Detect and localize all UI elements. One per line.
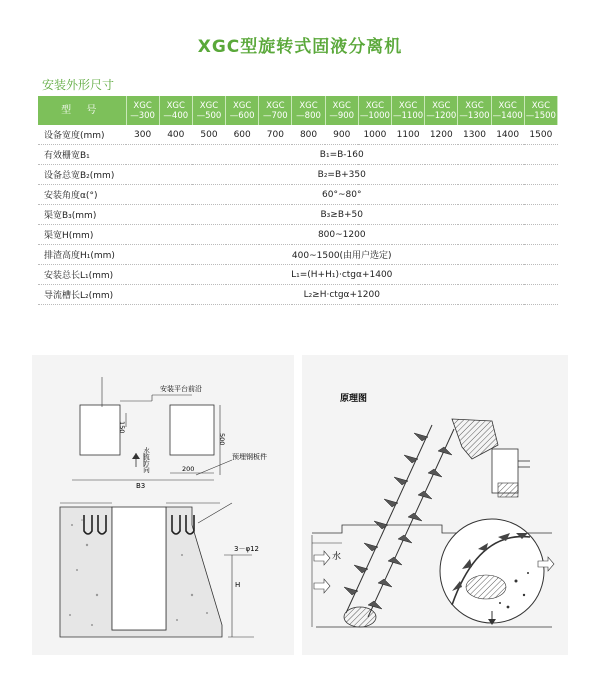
row-label: 渠宽B₃(mm) (38, 205, 126, 225)
width-value-cell: 800 (292, 125, 325, 145)
model-size: —800 (296, 110, 321, 121)
section-subtitle: 安装外形尺寸 (42, 78, 115, 92)
width-value-cell: 900 (325, 125, 358, 145)
model-series: XGC (266, 100, 285, 111)
model-series: XGC (531, 100, 551, 111)
installation-diagram (32, 355, 294, 655)
model-header-cell (325, 96, 358, 125)
model-size: —1400 (492, 110, 523, 121)
row-value: 800~1200 (126, 225, 558, 245)
principle-title: 原理图 (340, 394, 368, 404)
model-header-cell (226, 96, 259, 125)
model-size: —1300 (459, 110, 490, 121)
model-series: XGC (398, 100, 418, 111)
table-row (38, 285, 558, 305)
model-size: —500 (196, 110, 222, 121)
table-row (38, 165, 558, 185)
model-header-cell (425, 96, 458, 125)
model-header: 型 号 (38, 96, 126, 125)
width-value-cell: 400 (159, 125, 192, 145)
table-row (38, 125, 558, 145)
model-header-cell (458, 96, 491, 125)
width-value-cell: 600 (226, 125, 259, 145)
model-size: —300 (130, 110, 155, 121)
installation-drawing (32, 355, 294, 655)
row-label: 安装总长L₁(mm) (38, 265, 126, 285)
model-size: —1200 (426, 110, 457, 121)
table-row (38, 265, 558, 285)
flow-direction-label: 水流方向 (142, 447, 150, 473)
model-series: XGC (166, 100, 185, 111)
width-value-cell: 1400 (491, 125, 524, 145)
row-value: B₁=B-160 (126, 145, 558, 165)
model-header-cell (292, 96, 325, 125)
model-header-cell (259, 96, 292, 125)
model-series: XGC (365, 100, 385, 111)
width-value-cell: 700 (259, 125, 292, 145)
platform-edge-label: 安装平台前沿 (160, 385, 202, 393)
table-row (38, 185, 558, 205)
row-value: L₁=(H+H₁)·ctgα+1400 (126, 265, 558, 285)
model-header-cell (126, 96, 159, 125)
model-size: —600 (229, 110, 255, 121)
dim-h-label: H (235, 581, 241, 589)
width-value-cell: 500 (192, 125, 225, 145)
model-header-cell (392, 96, 425, 125)
table-row (38, 225, 558, 245)
width-value-cell: 1500 (524, 125, 557, 145)
row-label: 安装角度α(°) (38, 185, 126, 205)
model-header-cell (491, 96, 524, 125)
dim-150-label: 150 (118, 421, 126, 434)
model-size: —1100 (393, 110, 424, 121)
row-value: L₂≥H·ctgα+1200 (126, 285, 558, 305)
model-series: XGC (232, 100, 252, 111)
row-value: B₃≥B+50 (126, 205, 558, 225)
model-size: —700 (262, 110, 288, 121)
model-series: XGC (498, 100, 517, 111)
model-size: —1500 (525, 110, 556, 121)
dim-200-label: 200 (182, 465, 195, 473)
table-header-row (38, 96, 558, 125)
model-series: XGC (432, 100, 451, 111)
dim-500-label: 500 (218, 433, 226, 446)
spec-table (38, 96, 558, 305)
table-row (38, 245, 558, 265)
row-value: B₂=B+350 (126, 165, 558, 185)
model-series: XGC (199, 100, 219, 111)
row-label: 排渣高度H₁(mm) (38, 245, 126, 265)
row-label: 有效栅宽B₁ (38, 145, 126, 165)
model-size: —1000 (359, 110, 390, 121)
model-series: XGC (133, 100, 152, 111)
row-label: 设备总宽B₂(mm) (38, 165, 126, 185)
width-value-cell: 1000 (358, 125, 391, 145)
model-series: XGC (465, 100, 484, 111)
width-value-cell: 1200 (425, 125, 458, 145)
model-header-cell (358, 96, 391, 125)
principle-drawing (302, 355, 568, 655)
table-row (38, 205, 558, 225)
row-label: 导流槽长L₂(mm) (38, 285, 126, 305)
row-label: 渠宽H(mm) (38, 225, 126, 245)
model-header-cell (159, 96, 192, 125)
model-size: —900 (329, 110, 355, 121)
principle-diagram (302, 355, 568, 655)
dim-b3-label: B3 (136, 482, 146, 490)
width-value-cell: 1100 (392, 125, 425, 145)
width-value-cell: 300 (126, 125, 159, 145)
table-row (38, 145, 558, 165)
model-series: XGC (332, 100, 351, 111)
embed-plate-label: 预埋钢板件 (232, 453, 267, 461)
model-size: —400 (163, 110, 189, 121)
row-value: 400~1500(由用户选定) (126, 245, 558, 265)
width-value-cell: 1300 (458, 125, 491, 145)
rebar-label: 3－φ12 (234, 545, 259, 553)
row-value: 60°~80° (126, 185, 558, 205)
page-title: XGC型旋转式固液分离机 (197, 37, 403, 57)
model-header-cell (192, 96, 225, 125)
model-series: XGC (299, 100, 318, 111)
row-label: 设备宽度(mm) (38, 125, 126, 145)
model-header-cell (524, 96, 557, 125)
water-label: 水 (332, 552, 342, 562)
